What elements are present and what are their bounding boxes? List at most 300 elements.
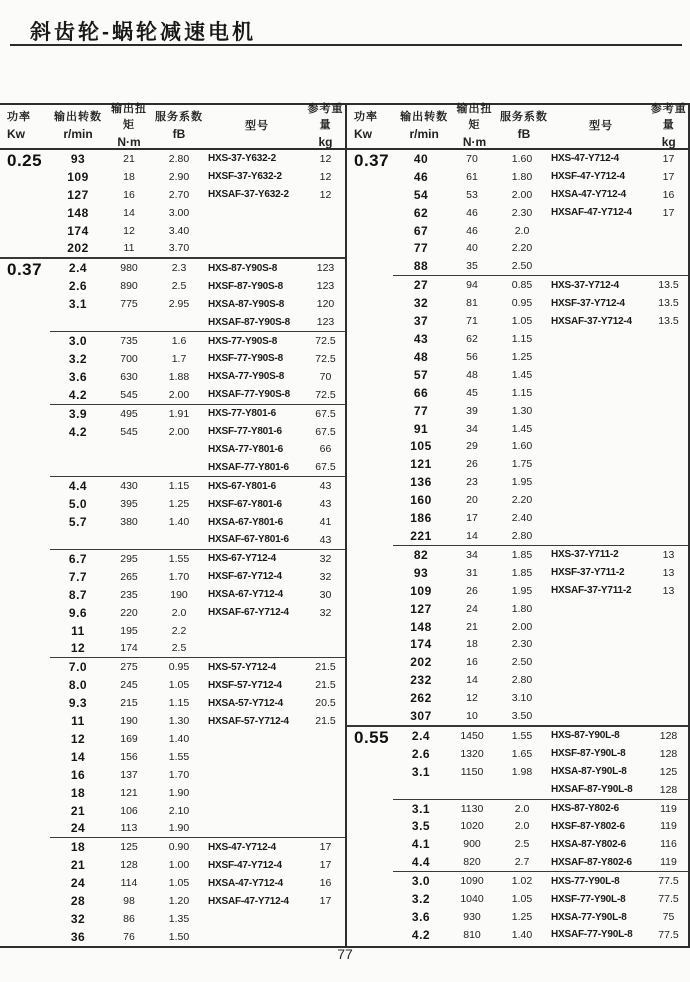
service-factor-cell: 2.00 <box>511 620 533 633</box>
speed-cell: 148 <box>410 619 432 634</box>
speed-cell: 11 <box>71 714 85 729</box>
service-factor-cell: 1.90 <box>168 822 190 835</box>
spec-row <box>393 926 688 944</box>
model-group <box>393 150 688 275</box>
model-cell: HXSAF-47-Y712-4 <box>551 207 632 219</box>
torque-cell: 545 <box>120 425 138 438</box>
weight-cell: 116 <box>660 838 677 851</box>
service-factor-cell: 2.3 <box>171 262 187 275</box>
spec-row <box>393 689 688 707</box>
torque-cell: 81 <box>466 297 478 310</box>
torque-cell: 245 <box>120 679 138 692</box>
model-group <box>50 549 345 657</box>
torque-cell: 1320 <box>460 747 484 760</box>
speed-cell: 105 <box>410 439 432 454</box>
model-cell: HXSA-67-Y712-4 <box>208 589 284 601</box>
speed-cell: 307 <box>410 709 432 724</box>
speed-cell: 24 <box>70 821 86 836</box>
torque-cell: 265 <box>120 570 138 583</box>
spec-row <box>393 727 688 745</box>
torque-cell: 45 <box>466 386 478 399</box>
spec-row <box>50 784 345 802</box>
speed-cell: 9.3 <box>68 696 88 711</box>
spec-row <box>393 546 688 564</box>
torque-cell: 190 <box>120 715 138 728</box>
speed-cell: 36 <box>70 929 86 944</box>
header-power-unit: Kw <box>7 126 25 141</box>
torque-cell: 169 <box>120 732 138 745</box>
spec-row <box>393 150 688 168</box>
header-model-label: 型号 <box>245 119 269 132</box>
weight-cell: 13.5 <box>658 279 679 292</box>
spec-row <box>393 582 688 600</box>
torque-cell: 18 <box>123 170 135 183</box>
model-cell: HXS-67-Y801-6 <box>208 480 276 492</box>
service-factor-cell: 2.0 <box>514 224 530 237</box>
spec-row <box>50 222 345 240</box>
torque-cell: 98 <box>123 895 135 908</box>
weight-cell: 43 <box>319 480 332 493</box>
speed-cell: 88 <box>413 259 429 274</box>
torque-cell: 220 <box>120 606 138 619</box>
speed-cell: 93 <box>413 565 429 580</box>
weight-cell: 21.5 <box>315 715 336 728</box>
service-factor-cell: 1.60 <box>511 152 533 165</box>
speed-cell: 7.0 <box>68 660 88 675</box>
spec-row <box>393 420 688 438</box>
spec-row <box>393 635 688 653</box>
service-factor-cell: 1.70 <box>168 768 190 781</box>
spec-row <box>50 204 345 222</box>
speed-cell: 28 <box>70 894 86 909</box>
spec-row <box>50 694 345 712</box>
spec-row <box>50 386 345 404</box>
service-factor-cell: 1.00 <box>168 859 190 872</box>
speed-cell: 3.1 <box>411 801 431 816</box>
torque-cell: 630 <box>120 370 138 383</box>
weight-cell: 20.5 <box>315 697 336 710</box>
model-cell: HXSAF-47-Y712-4 <box>208 895 289 907</box>
service-factor-cell: 1.35 <box>168 913 190 926</box>
model-cell: HXS-57-Y712-4 <box>208 661 276 673</box>
power-section <box>0 257 345 945</box>
weight-cell: 13.5 <box>658 297 679 310</box>
model-cell: HXS-87-Y90L-8 <box>551 730 620 742</box>
weight-cell: 67.5 <box>315 461 336 474</box>
service-factor-cell: 1.85 <box>511 566 533 579</box>
torque-cell: 14 <box>466 529 478 542</box>
power-section <box>347 150 688 725</box>
model-cell: HXSAF-37-Y712-4 <box>551 315 632 327</box>
speed-cell: 186 <box>410 511 432 526</box>
torque-cell: 56 <box>466 350 478 363</box>
spec-row <box>393 781 688 799</box>
torque-cell: 46 <box>466 224 478 237</box>
service-factor-cell: 1.20 <box>168 895 190 908</box>
service-factor-cell: 3.40 <box>168 224 190 237</box>
torque-cell: 21 <box>123 152 135 165</box>
model-cell: HXS-87-Y802-6 <box>551 803 619 815</box>
spec-row <box>50 874 345 892</box>
torque-cell: 1150 <box>460 765 484 778</box>
spec-row <box>50 586 345 604</box>
speed-cell: 62 <box>413 205 429 220</box>
torque-cell: 700 <box>120 352 138 365</box>
weight-cell: 77.5 <box>658 875 679 888</box>
service-factor-cell: 1.40 <box>511 928 533 941</box>
torque-cell: 46 <box>466 206 478 219</box>
speed-cell: 174 <box>410 637 432 652</box>
spec-row <box>393 240 688 258</box>
spec-row <box>50 332 345 350</box>
header-power-unit: Kw <box>354 126 372 141</box>
torque-cell: 21 <box>466 620 478 633</box>
service-factor-cell: 2.00 <box>168 388 190 401</box>
model-cell: HXSA-77-Y801-6 <box>208 443 284 455</box>
weight-cell: 75 <box>662 911 675 924</box>
spec-row <box>50 405 345 423</box>
service-factor-cell: 1.45 <box>511 368 533 381</box>
torque-cell: 26 <box>466 584 478 597</box>
speed-cell: 82 <box>413 547 429 562</box>
torque-cell: 24 <box>466 602 478 615</box>
model-cell: HXS-77-Y90S-8 <box>208 335 278 347</box>
spec-row <box>393 491 688 509</box>
speed-cell: 43 <box>413 332 429 347</box>
weight-cell: 77.5 <box>658 893 679 906</box>
torque-cell: 980 <box>120 262 138 275</box>
torque-cell: 34 <box>466 548 478 561</box>
header-weight-label: 参考重量 <box>650 102 687 131</box>
speed-cell: 3.6 <box>411 910 431 925</box>
service-factor-cell: 2.7 <box>514 856 530 869</box>
torque-cell: 16 <box>466 656 478 669</box>
torque-cell: 121 <box>120 786 138 799</box>
torque-cell: 125 <box>120 841 138 854</box>
header-speed-label: 输出转数 <box>54 110 102 123</box>
weight-cell: 13 <box>662 566 675 579</box>
spec-row <box>50 766 345 784</box>
speed-cell: 11 <box>71 623 85 638</box>
model-cell: HXSAF-37-Y711-2 <box>551 585 632 597</box>
weight-cell: 123 <box>316 280 335 293</box>
service-factor-cell: 1.6 <box>171 335 187 348</box>
torque-cell: 1130 <box>460 802 484 815</box>
header-torque-unit: N·m <box>117 134 141 149</box>
header-fb-label: 服务系数 <box>155 110 203 123</box>
torque-cell: 14 <box>123 206 135 219</box>
speed-cell: 2.6 <box>68 279 88 294</box>
model-groups <box>50 150 345 257</box>
model-cell: HXSA-67-Y801-6 <box>208 516 284 528</box>
speed-cell: 48 <box>413 349 429 364</box>
torque-cell: 735 <box>120 335 138 348</box>
model-groups <box>50 259 345 945</box>
service-factor-cell: 2.40 <box>511 512 533 525</box>
speed-cell: 5.7 <box>68 515 88 530</box>
torque-cell: 890 <box>120 280 138 293</box>
header-speed-unit: r/min <box>409 126 439 141</box>
weight-cell: 21.5 <box>315 661 336 674</box>
header-power <box>347 110 396 143</box>
service-factor-cell: 1.40 <box>168 516 190 529</box>
spec-row <box>393 872 688 890</box>
spec-row <box>50 639 345 657</box>
speed-cell: 4.2 <box>411 927 431 942</box>
spec-row <box>393 853 688 871</box>
torque-cell: 29 <box>466 440 478 453</box>
model-cell: HXSF-87-Y90S-8 <box>208 280 284 292</box>
torque-cell: 113 <box>120 822 138 835</box>
weight-cell: 119 <box>660 820 677 833</box>
spec-row <box>393 745 688 763</box>
speed-cell: 3.0 <box>68 334 88 349</box>
weight-cell: 16 <box>662 188 675 201</box>
service-factor-cell: 2.50 <box>511 260 533 273</box>
header-weight-unit: kg <box>318 134 333 149</box>
torque-cell: 23 <box>466 476 478 489</box>
torque-cell: 380 <box>120 516 138 529</box>
service-factor-cell: 1.05 <box>168 877 190 890</box>
speed-cell: 3.6 <box>68 369 88 384</box>
spec-row <box>393 222 688 240</box>
header-torque-unit: N·m <box>462 134 487 149</box>
torque-cell: 18 <box>466 638 478 651</box>
power-rating: 0.37 <box>354 151 390 170</box>
torque-cell: 156 <box>120 750 138 763</box>
model-cell: HXSAF-77-Y90L-8 <box>551 929 633 941</box>
torque-cell: 137 <box>120 768 138 781</box>
service-factor-cell: 2.90 <box>168 170 190 183</box>
weight-cell: 13 <box>662 548 675 561</box>
spec-row <box>393 276 688 294</box>
service-factor-cell: 1.90 <box>168 786 190 799</box>
weight-cell: 123 <box>316 262 335 275</box>
service-factor-cell: 2.20 <box>511 242 533 255</box>
torque-cell: 31 <box>466 566 478 579</box>
model-cell: HXSF-57-Y712-4 <box>208 679 282 691</box>
torque-cell: 820 <box>463 856 481 869</box>
weight-cell: 41 <box>319 516 332 529</box>
service-factor-cell: 0.95 <box>168 661 190 674</box>
speed-cell: 127 <box>410 601 432 616</box>
spec-row <box>50 458 345 476</box>
model-group <box>393 727 688 799</box>
header-torque <box>452 102 497 151</box>
header-model <box>551 119 650 135</box>
speed-cell: 91 <box>413 421 429 436</box>
weight-cell: 67.5 <box>315 425 336 438</box>
service-factor-cell: 1.7 <box>171 352 187 365</box>
model-cell: HXSAF-77-Y90S-8 <box>208 389 291 401</box>
model-group <box>393 799 688 872</box>
spec-row <box>393 168 688 186</box>
model-cell: HXSF-37-Y712-4 <box>551 297 625 309</box>
weight-cell: 17 <box>662 170 675 183</box>
spec-row <box>50 277 345 295</box>
speed-cell: 21 <box>70 858 86 873</box>
spec-row <box>50 928 345 946</box>
torque-cell: 12 <box>123 224 135 237</box>
left-table-body <box>0 150 345 946</box>
spec-row <box>393 348 688 366</box>
spec-row <box>50 240 345 258</box>
right-table-body <box>347 150 688 944</box>
model-cell: HXSAF-87-Y90S-8 <box>208 316 291 328</box>
weight-cell: 128 <box>659 747 678 760</box>
model-cell: HXSA-57-Y712-4 <box>208 697 284 709</box>
speed-cell: 5.0 <box>68 497 88 512</box>
torque-cell: 900 <box>463 838 481 851</box>
service-factor-cell: 1.40 <box>168 732 190 745</box>
service-factor-cell: 1.05 <box>168 679 190 692</box>
model-cell: HXSA-87-Y802-6 <box>551 838 627 850</box>
speed-cell: 16 <box>70 767 86 782</box>
left-spec-table <box>0 102 345 946</box>
weight-cell: 21.5 <box>315 679 336 692</box>
speed-cell: 109 <box>67 169 89 184</box>
model-cell: HXSF-67-Y712-4 <box>208 571 282 583</box>
service-factor-cell: 3.50 <box>511 710 533 723</box>
speed-cell: 109 <box>410 583 432 598</box>
torque-cell: 430 <box>120 480 138 493</box>
model-group <box>50 150 345 257</box>
torque-cell: 775 <box>120 298 138 311</box>
model-cell: HXSA-47-Y712-4 <box>208 877 284 889</box>
weight-cell: 70 <box>319 370 332 383</box>
spec-row <box>50 802 345 820</box>
header-power-label: 功率 <box>7 110 31 123</box>
speed-cell: 93 <box>70 151 86 166</box>
torque-cell: 76 <box>123 930 135 943</box>
weight-cell: 119 <box>660 856 677 869</box>
header-fb-unit: fB <box>517 126 531 141</box>
model-group <box>393 275 688 545</box>
torque-cell: 16 <box>123 188 135 201</box>
model-cell: HXSF-37-Y711-2 <box>551 567 625 579</box>
speed-cell: 160 <box>410 493 432 508</box>
service-factor-cell: 2.80 <box>511 674 533 687</box>
spec-row <box>393 908 688 926</box>
header-weight <box>649 102 688 151</box>
torque-cell: 94 <box>466 279 478 292</box>
service-factor-cell: 1.75 <box>511 458 533 471</box>
service-factor-cell: 1.55 <box>511 729 533 742</box>
torque-cell: 295 <box>120 552 138 565</box>
speed-cell: 3.1 <box>68 297 88 312</box>
service-factor-cell: 2.00 <box>168 425 190 438</box>
speed-cell: 8.7 <box>68 587 88 602</box>
speed-cell: 66 <box>413 385 429 400</box>
model-cell: HXSAF-77-Y801-6 <box>208 461 289 473</box>
service-factor-cell: 2.70 <box>168 188 190 201</box>
weight-cell: 16 <box>319 877 332 890</box>
model-cell: HXSF-87-Y802-6 <box>551 820 625 832</box>
spec-row <box>393 618 688 636</box>
model-cell: HXS-47-Y712-4 <box>551 153 619 165</box>
spec-row <box>50 910 345 928</box>
speed-cell: 54 <box>413 187 429 202</box>
torque-cell: 235 <box>120 588 138 601</box>
service-factor-cell: 1.60 <box>511 440 533 453</box>
spec-row <box>50 259 345 277</box>
model-cell: HXS-87-Y90S-8 <box>208 262 278 274</box>
speed-cell: 24 <box>70 876 86 891</box>
service-factor-cell: 3.10 <box>511 692 533 705</box>
model-cell: HXSAF-87-Y90L-8 <box>551 784 633 796</box>
weight-cell: 72.5 <box>315 388 336 401</box>
model-cell: HXSAF-87-Y802-6 <box>551 856 632 868</box>
spec-row <box>393 527 688 545</box>
service-factor-cell: 1.50 <box>168 930 190 943</box>
spec-row <box>393 384 688 402</box>
weight-cell: 13.5 <box>658 315 679 328</box>
torque-cell: 14 <box>466 674 478 687</box>
header-torque <box>106 102 152 151</box>
model-cell: HXSAF-37-Y632-2 <box>208 189 289 201</box>
model-cell: HXSA-47-Y712-4 <box>551 189 627 201</box>
service-factor-cell: 2.80 <box>511 529 533 542</box>
spec-row <box>393 800 688 818</box>
service-factor-cell: 1.55 <box>168 552 190 565</box>
weight-cell: 17 <box>662 206 675 219</box>
torque-cell: 62 <box>466 333 478 346</box>
spec-row <box>50 550 345 568</box>
spec-row <box>393 653 688 671</box>
speed-cell: 8.0 <box>68 678 88 693</box>
spec-row <box>50 423 345 441</box>
weight-cell: 120 <box>316 298 335 311</box>
service-factor-cell: 1.25 <box>511 911 533 924</box>
speed-cell: 3.9 <box>68 406 88 421</box>
speed-cell: 3.5 <box>411 819 431 834</box>
speed-cell: 262 <box>410 691 432 706</box>
service-factor-cell: 1.55 <box>168 750 190 763</box>
model-group <box>393 871 688 944</box>
weight-cell: 17 <box>319 841 332 854</box>
table-header <box>347 102 688 150</box>
power-section <box>347 725 688 944</box>
spec-row <box>50 748 345 766</box>
speed-cell: 32 <box>413 296 429 311</box>
service-factor-cell: 0.85 <box>511 279 533 292</box>
spec-row <box>393 600 688 618</box>
speed-cell: 18 <box>70 840 86 855</box>
model-group <box>393 545 688 725</box>
spec-row <box>393 402 688 420</box>
service-factor-cell: 2.0 <box>514 820 530 833</box>
model-cell: HXS-37-Y712-4 <box>551 279 619 291</box>
speed-cell: 3.2 <box>411 892 431 907</box>
spec-row <box>50 313 345 331</box>
model-cell: HXSF-77-Y90S-8 <box>208 353 284 365</box>
spec-row <box>50 295 345 313</box>
weight-cell: 30 <box>319 588 332 601</box>
spec-row <box>50 568 345 586</box>
table-header <box>0 102 345 150</box>
service-factor-cell: 1.98 <box>511 765 533 778</box>
speed-cell: 77 <box>413 241 429 256</box>
spec-row <box>393 509 688 527</box>
model-cell: HXS-37-Y711-2 <box>551 549 619 561</box>
speed-cell: 32 <box>70 912 86 927</box>
speed-cell: 4.2 <box>68 387 88 402</box>
torque-cell: 12 <box>466 692 478 705</box>
header-speed <box>396 110 451 143</box>
speed-cell: 4.1 <box>411 837 431 852</box>
torque-cell: 106 <box>120 804 138 817</box>
torque-cell: 11 <box>123 242 135 255</box>
